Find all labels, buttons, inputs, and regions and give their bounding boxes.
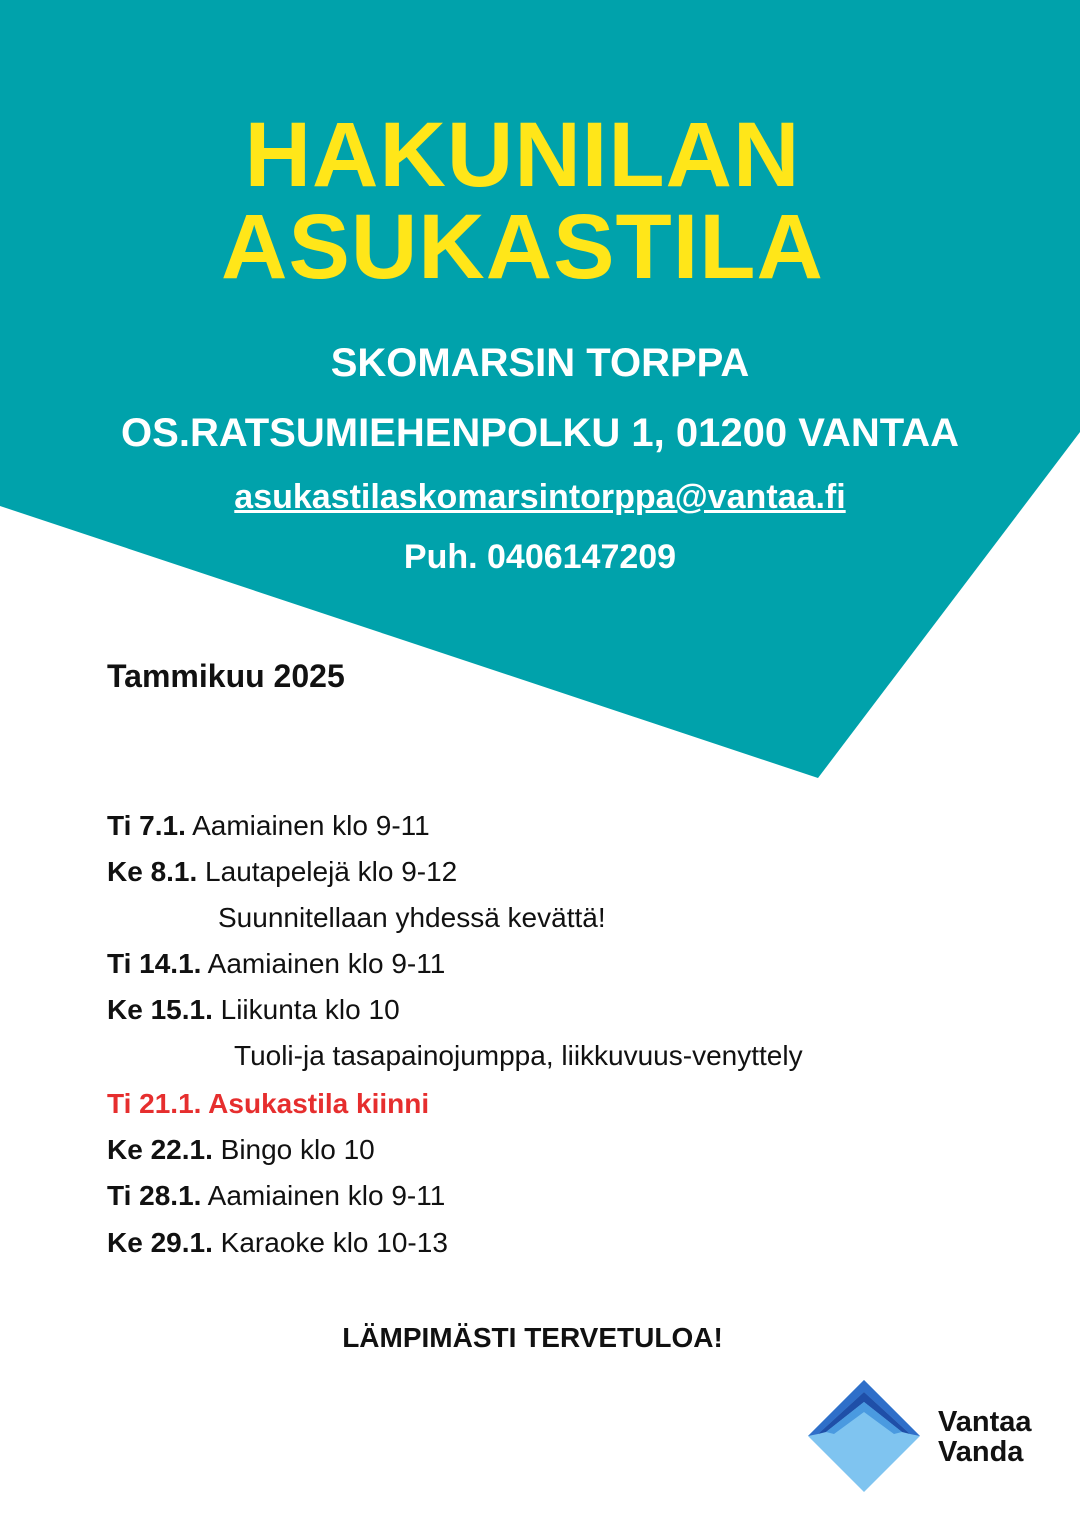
event-note: Tuoli-ja tasapainojumppa, liikkuvuus-venyttely [234, 1040, 803, 1071]
event-text: Karaoke klo 10-13 [212, 1227, 448, 1258]
month-heading: Tammikuu 2025 [107, 658, 345, 694]
event-row [107, 1132, 375, 1168]
event-date: Ti 28.1. [107, 1180, 202, 1211]
event-row [107, 946, 445, 982]
event-text: Liikunta klo 10 [212, 994, 400, 1025]
title-line-1: HAKUNILAN [244, 104, 801, 206]
event-row [107, 1225, 448, 1261]
welcome-message: LÄMPIMÄSTI TERVETULOA! [342, 1322, 723, 1353]
event-text: Aamiainen klo 9-11 [201, 1180, 446, 1211]
vantaa-diamond-logo-icon [806, 1378, 922, 1494]
event-date: Ti 7.1. [107, 810, 186, 841]
event-text: Bingo klo 10 [212, 1134, 375, 1165]
event-text: Aamiainen klo 9-11 [185, 810, 430, 841]
event-note: Suunnitellaan yhdessä kevättä! [218, 902, 606, 933]
event-text: Aamiainen klo 9-11 [201, 948, 446, 979]
event-row [107, 854, 457, 890]
location-name: SKOMARSIN TORPPA [330, 341, 750, 385]
event-row-closed [107, 1086, 429, 1122]
event-row [107, 992, 400, 1028]
logo-text-vantaa: Vantaa [938, 1406, 1032, 1438]
event-date: Ke 29.1. [107, 1227, 213, 1258]
email-link[interactable]: asukastilaskomarsintorppa@vantaa.fi [234, 478, 846, 516]
event-closed-text: Ti 21.1. Asukastila kiinni [107, 1088, 430, 1119]
event-date: Ke 8.1. [107, 856, 198, 887]
event-row [107, 808, 430, 844]
event-date: Ke 22.1. [107, 1134, 213, 1165]
event-date: Ke 15.1. [107, 994, 213, 1025]
logo-text-vanda: Vanda [938, 1436, 1024, 1468]
phone-number: Puh. 0406147209 [403, 538, 677, 576]
address: OS.RATSUMIEHENPOLKU 1, 01200 VANTAA [121, 411, 959, 455]
title-line-2: ASUKASTILA [221, 196, 824, 298]
event-date: Ti 14.1. [107, 948, 202, 979]
event-text: Lautapelejä klo 9-12 [197, 856, 458, 887]
event-row [107, 1178, 445, 1214]
